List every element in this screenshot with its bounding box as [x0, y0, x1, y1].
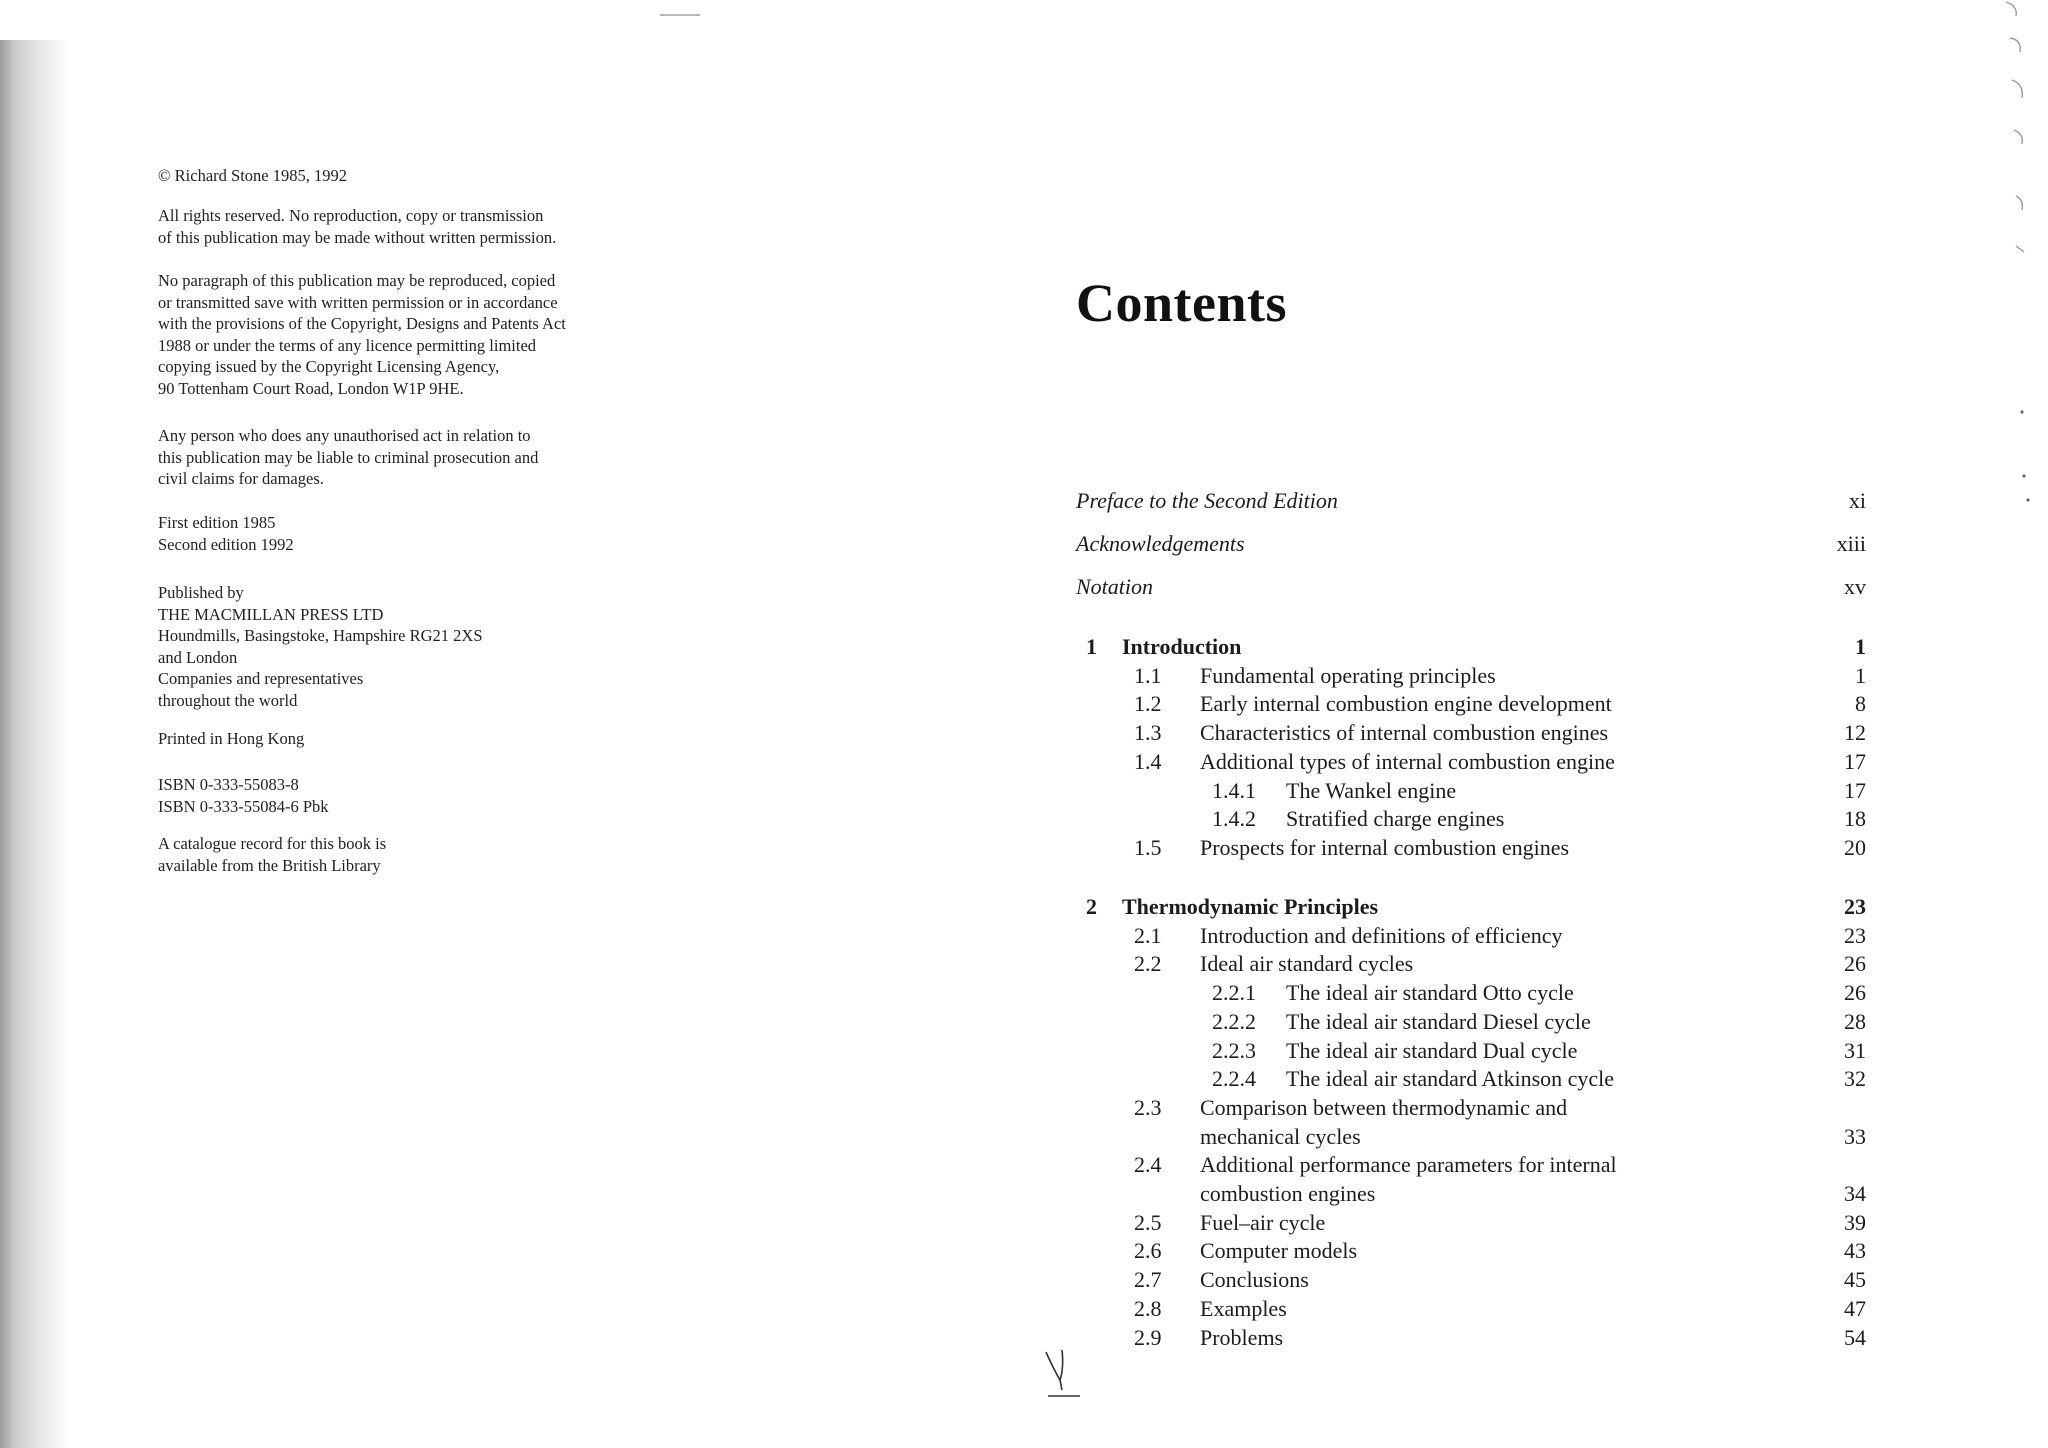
toc-entry — [1070, 1150, 1866, 1179]
toc-entry — [1070, 1179, 1866, 1208]
publisher-line: Companies and representatives — [158, 669, 364, 688]
edition-history — [158, 512, 294, 555]
publisher-line: Houndmills, Basingstoke, Hampshire RG21 2XS — [158, 626, 483, 645]
toc-title: Computer models — [1200, 1238, 1358, 1264]
publisher-info — [158, 582, 483, 711]
toc-section-number: 2 — [1086, 894, 1097, 919]
rights-line: All rights reserved. No reproduction, copy or transmission — [158, 206, 544, 225]
toc-section-number: 2.7 — [1134, 1267, 1162, 1293]
toc-entry — [1070, 529, 1866, 558]
toc-page-number: 47 — [1844, 1295, 1866, 1321]
toc-title: The ideal air standard Otto cycle — [1286, 980, 1574, 1006]
handwritten-mark — [1040, 1340, 1090, 1400]
toc-page-number: 26 — [1844, 980, 1866, 1006]
toc-entry — [1070, 949, 1866, 978]
toc-title: Conclusions — [1200, 1267, 1309, 1293]
toc-entry — [1070, 1236, 1866, 1265]
catalogue-record — [158, 833, 386, 876]
toc-page-number: 23 — [1844, 894, 1866, 919]
toc-title: The Wankel engine — [1286, 777, 1457, 803]
toc-title: Stratified charge engines — [1286, 806, 1505, 832]
toc-entry — [1070, 804, 1866, 833]
toc-page-number: 1 — [1855, 662, 1866, 688]
toc-entry — [1070, 1265, 1866, 1294]
toc-entry — [1070, 1323, 1866, 1352]
toc-title: Comparison between thermodynamic and — [1200, 1094, 1568, 1120]
toc-entry — [1070, 1294, 1866, 1323]
toc-title: Fuel–air cycle — [1200, 1209, 1326, 1235]
toc-title: Preface to the Second Edition — [1076, 488, 1338, 513]
paragraph-line: No paragraph of this publication may be reproduced, copied — [158, 271, 556, 290]
toc-title: The ideal air standard Diesel cycle — [1286, 1008, 1591, 1034]
toc-page-number: 32 — [1844, 1066, 1866, 1092]
toc-entry — [1070, 978, 1866, 1007]
toc-section-number: 1.5 — [1134, 834, 1162, 860]
toc-entry — [1070, 718, 1866, 747]
rights-notice — [158, 205, 556, 248]
toc-page-number: xv — [1844, 574, 1866, 599]
toc-title: Examples — [1200, 1295, 1287, 1321]
toc-title: The ideal air standard Atkinson cycle — [1286, 1066, 1615, 1092]
toc-section-number: 1.4.2 — [1212, 806, 1256, 832]
toc-section-number: 2.2 — [1134, 951, 1162, 977]
paragraph-line: 1988 or under the terms of any licence permitting limited — [158, 335, 537, 355]
toc-section-number: 2.2.2 — [1212, 1008, 1256, 1034]
liability-paragraph — [158, 425, 538, 490]
toc-section-number: 2.2.4 — [1212, 1066, 1256, 1092]
toc-page-number: 12 — [1844, 720, 1866, 746]
toc-page-number: 45 — [1844, 1267, 1866, 1293]
toc-title: Ideal air standard cycles — [1200, 951, 1414, 977]
toc-section-number: 2.1 — [1134, 922, 1162, 948]
edition-line: First edition 1985 — [158, 513, 276, 532]
toc-page-number: xiii — [1836, 531, 1866, 556]
paragraph-line: or transmitted save with written permission or in accordance — [158, 292, 558, 312]
isbn-block — [158, 774, 329, 817]
toc-title: Additional performance parameters for internal — [1200, 1152, 1617, 1178]
toc-section-number: 1.4 — [1134, 748, 1162, 774]
toc-page-number: 28 — [1844, 1008, 1866, 1034]
toc-title: Prospects for internal combustion engines — [1200, 834, 1570, 860]
toc-title: The ideal air standard Dual cycle — [1286, 1037, 1578, 1063]
toc-page-number: 54 — [1844, 1324, 1866, 1350]
toc-page-number: 34 — [1844, 1181, 1866, 1206]
publisher-line: throughout the world — [158, 690, 298, 710]
toc-entry — [1070, 1064, 1866, 1093]
isbn-line: ISBN 0-333-55083-8 — [158, 775, 299, 794]
catalogue-line: A catalogue record for this book is — [158, 834, 387, 853]
contents-page — [1070, 0, 1870, 1448]
contents-heading: Contents — [1076, 273, 1288, 333]
toc-entry — [1070, 661, 1866, 690]
printed-location — [158, 728, 304, 750]
toc-page-number: 43 — [1844, 1238, 1866, 1264]
toc-page-number: 31 — [1844, 1037, 1866, 1063]
toc-title: mechanical cycles — [1200, 1123, 1361, 1149]
toc-page-number: 17 — [1844, 777, 1866, 803]
rights-line: of this publication may be made without written permission. — [158, 227, 557, 247]
page-edge-marks — [1988, 0, 2048, 1448]
publisher-line: Published by — [158, 583, 244, 602]
edition-line: Second edition 1992 — [158, 534, 294, 554]
catalogue-line: available from the British Library — [158, 855, 381, 875]
toc-title: Introduction — [1122, 634, 1242, 659]
toc-entry — [1070, 486, 1866, 515]
toc-page-number: 1 — [1855, 634, 1866, 659]
liability-line: civil claims for damages. — [158, 469, 324, 488]
toc-section-number: 2.2.1 — [1212, 980, 1256, 1006]
toc-entry — [1070, 1036, 1866, 1065]
toc-entry — [1070, 921, 1866, 950]
paragraph-line: 90 Tottenham Court Road, London W1P 9HE. — [158, 378, 464, 398]
toc-page-number: 20 — [1844, 834, 1866, 860]
toc-title: Acknowledgements — [1076, 531, 1245, 556]
toc-entry — [1070, 1093, 1866, 1122]
toc-section-number: 2.6 — [1134, 1238, 1162, 1264]
toc-title: Fundamental operating principles — [1200, 662, 1496, 688]
toc-entry — [1070, 892, 1866, 921]
isbn-line: ISBN 0-333-55084-6 Pbk — [158, 796, 329, 816]
toc-page-number: 17 — [1844, 748, 1866, 774]
publisher-line: and London — [158, 647, 238, 667]
toc-page-number: xi — [1848, 488, 1866, 513]
toc-entry — [1070, 1007, 1866, 1036]
copyright-notice — [158, 165, 347, 187]
toc-title: Additional types of internal combustion engine — [1200, 748, 1615, 774]
toc-entry — [1070, 1122, 1866, 1151]
paragraph-line: copying issued by the Copyright Licensing Agency, — [158, 357, 500, 376]
toc-entry — [1070, 1208, 1866, 1237]
toc-section-number: 2.5 — [1134, 1209, 1162, 1235]
toc-entry — [1070, 689, 1866, 718]
toc-title: Early internal combustion engine development — [1200, 691, 1612, 717]
page-edge-mark — [660, 14, 700, 16]
toc-section-number: 1 — [1086, 634, 1097, 659]
toc-section-number: 2.9 — [1134, 1324, 1162, 1350]
toc-page-number: 33 — [1844, 1123, 1866, 1149]
paragraph-line: with the provisions of the Copyright, Designs and Patents Act — [158, 314, 566, 333]
toc-title: Characteristics of internal combustion engines — [1200, 720, 1609, 746]
toc-page-number: 26 — [1844, 951, 1866, 977]
toc-page-number: 23 — [1844, 922, 1866, 948]
toc-section-number: 1.3 — [1134, 720, 1162, 746]
toc-section-number: 1.2 — [1134, 691, 1162, 717]
book-spine-shadow — [0, 40, 70, 1448]
toc-title: Notation — [1076, 574, 1154, 599]
toc-page-number: 18 — [1844, 806, 1866, 832]
toc-section-number: 2.3 — [1134, 1094, 1162, 1120]
toc-title: combustion engines — [1200, 1181, 1376, 1206]
toc-entry — [1070, 776, 1866, 805]
toc-section-number: 1.1 — [1134, 662, 1162, 688]
toc-entry — [1070, 572, 1866, 601]
toc-entry — [1070, 833, 1866, 862]
toc-section-number: 2.2.3 — [1212, 1037, 1256, 1063]
toc-entry — [1070, 632, 1866, 661]
printed-line: Printed in Hong Kong — [158, 729, 305, 748]
copyright-line: © Richard Stone 1985, 1992 — [158, 166, 347, 185]
toc-title: Problems — [1200, 1324, 1284, 1350]
toc-page-number: 39 — [1844, 1209, 1866, 1235]
toc-page-number: 8 — [1855, 691, 1866, 717]
toc-section-number: 2.4 — [1134, 1152, 1162, 1178]
toc-title: Thermodynamic Principles — [1122, 894, 1379, 919]
toc-section-number: 1.4.1 — [1212, 777, 1256, 803]
liability-line: Any person who does any unauthorised act in relation to — [158, 426, 531, 445]
publisher-line: THE MACMILLAN PRESS LTD — [158, 604, 384, 624]
reproduction-paragraph — [158, 270, 566, 399]
toc-title: Introduction and definitions of efficiency — [1200, 922, 1563, 948]
liability-line: this publication may be liable to criminal prosecution and — [158, 447, 539, 467]
toc-entry — [1070, 747, 1866, 776]
toc-section-number: 2.8 — [1134, 1295, 1162, 1321]
